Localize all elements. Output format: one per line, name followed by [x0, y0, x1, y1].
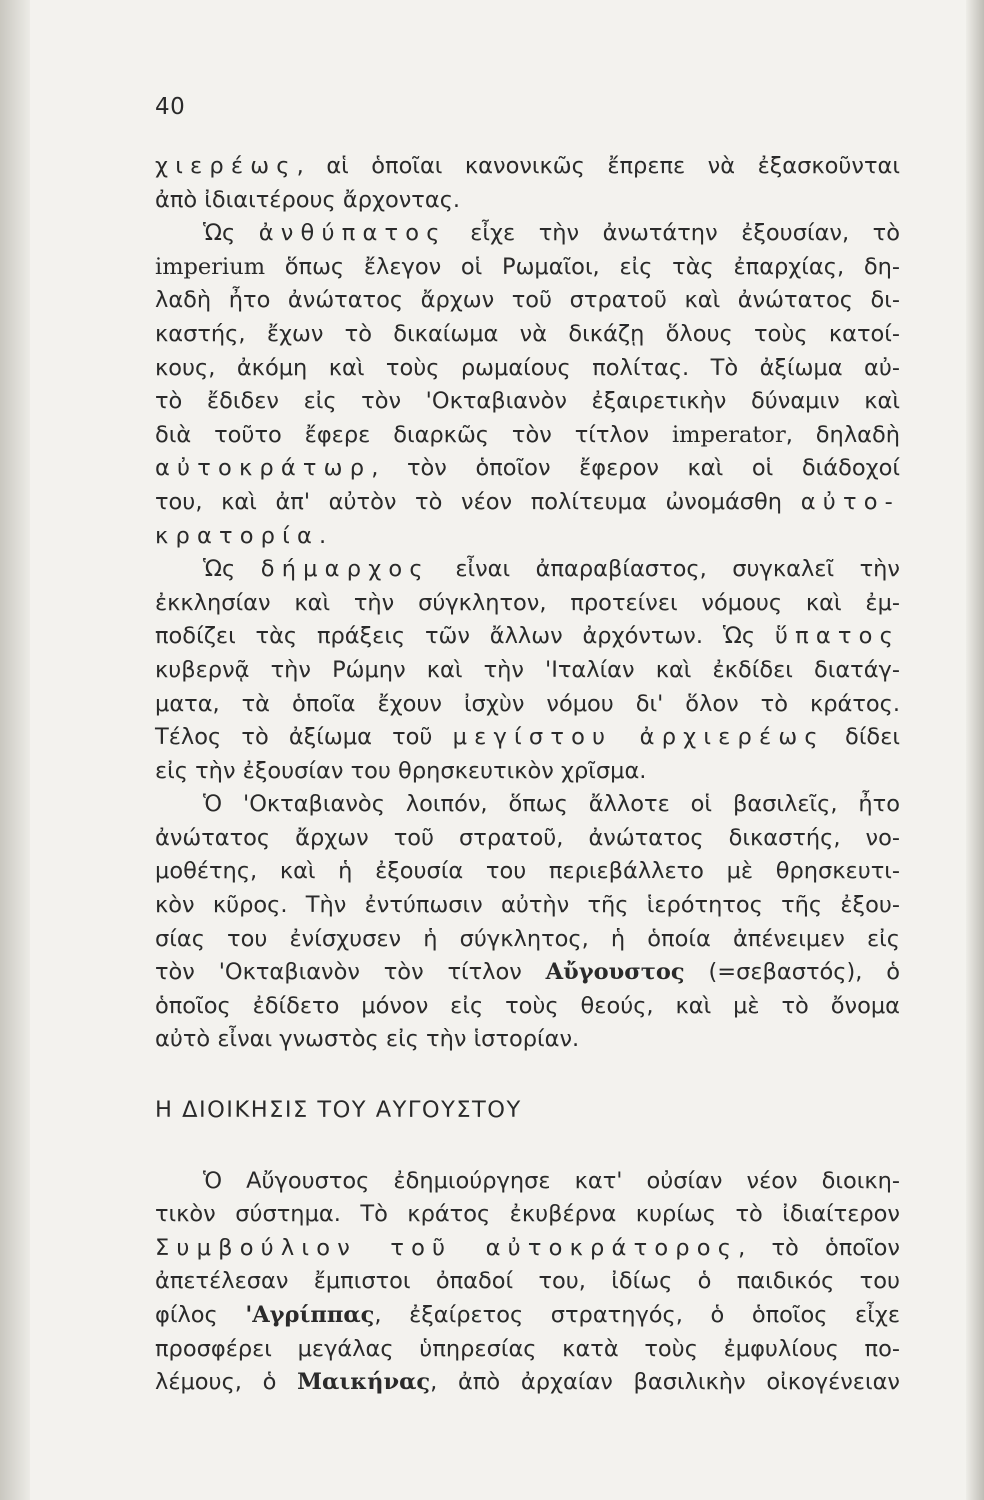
- text-segment: ἀπετέλεσαν ἔμπιστοι ὀπαδοί του, ἰδίως ὁ παιδικός του: [155, 1268, 900, 1295]
- text-segment: , ἐξαίρετος στρατηγός, ὁ ὁποῖος εἶχε: [374, 1302, 900, 1328]
- text-line: [155, 318, 900, 352]
- spaced-term: κρατορία: [155, 522, 320, 549]
- spaced-term: Συμβούλιον τοῦ αὐτοκράτορος: [155, 1234, 739, 1261]
- text-line: [155, 1023, 900, 1057]
- text-line: [155, 721, 900, 755]
- text-line: [155, 855, 900, 889]
- text-line: [155, 284, 900, 318]
- text-line: [155, 620, 900, 654]
- scan-left-edge: [0, 0, 30, 1500]
- spaced-term: χιερέως: [155, 153, 297, 179]
- text-segment: κους, ἀκόμη καὶ τοὺς ρωμαίους πολίτας. Τὸ ἀξίωμα αὐ-: [155, 354, 900, 381]
- bold-name: 'Αγρίππας: [245, 1302, 375, 1328]
- text-line: [155, 452, 900, 486]
- text-segment: κυβερνᾷ τὴν Ρώμην καὶ τὴν 'Ιταλίαν καὶ ἐκδίδει διατάγ-: [155, 656, 900, 683]
- text-segment: σίας του ἐνίσχυσεν ἡ σύγκλητος, ἡ ὁποία ἀπένειμεν εἰς: [155, 925, 900, 952]
- text-segment: φίλος: [155, 1302, 246, 1328]
- text-line: [155, 688, 900, 722]
- text-line: [155, 150, 900, 184]
- text-segment: ἀπὸ ἰδιαιτέρους ἄρχοντας.: [155, 186, 461, 213]
- text-line: [155, 1232, 900, 1266]
- bold-name: Μαικήνας: [297, 1369, 431, 1396]
- text-segment: ματα, τὰ ὁποῖα ἔχουν ἰσχὺν νόμου δι' ὅλον τὸ κράτος.: [155, 690, 900, 717]
- text-line: [155, 1198, 900, 1232]
- spaced-term: αὐτο-: [800, 488, 900, 515]
- text-line: [155, 990, 900, 1024]
- text-segment: Ὡς: [203, 220, 259, 247]
- text-segment: Ὡς: [203, 556, 261, 583]
- text-segment: ἀνώτατος ἄρχων τοῦ στρατοῦ, ἀνώτατος δικαστής, νο-: [155, 824, 900, 851]
- text-line: [155, 956, 900, 990]
- text-segment: ἐκκλησίαν καὶ τὴν σύγκλητον, προτείνει νόμους καὶ ἐμ-: [155, 589, 900, 616]
- text-segment: .: [319, 522, 327, 549]
- section-heading: [155, 1094, 900, 1128]
- text-line: [155, 654, 900, 688]
- text-segment: τὸ ἔδιδεν εἰς τὸν 'Οκταβιανὸν ἐξαιρετικὴν δύναμιν καὶ: [155, 388, 900, 415]
- text-line: [155, 520, 900, 554]
- text-line: [155, 1299, 900, 1333]
- spaced-term: δήμαρχος: [260, 556, 430, 583]
- spaced-term: ὕπατος: [774, 623, 900, 650]
- text-line: [155, 1165, 900, 1199]
- bold-name: Αὔγουστος: [545, 959, 685, 986]
- text-segment: προσφέρει μεγάλας ὑπηρεσίας κατὰ τοὺς ἐμφυλίους πο-: [155, 1335, 900, 1362]
- text-segment: imperium: [155, 253, 266, 280]
- text-line: [155, 889, 900, 923]
- text-segment: λέμους, ὁ: [155, 1369, 298, 1396]
- text-segment: μοθέτης, καὶ ἡ ἐξουσία του περιεβάλλετο μὲ θρησκευτι-: [155, 858, 900, 885]
- text-segment: , δηλαδὴ: [785, 421, 900, 448]
- text-segment: λαδὴ ἦτο ἀνώτατος ἄρχων τοῦ στρατοῦ καὶ ἀνώτατος δι-: [155, 287, 900, 314]
- scan-right-edge: [966, 0, 984, 1500]
- spaced-term: αὐτοκράτωρ: [155, 455, 372, 482]
- text-line: [155, 385, 900, 419]
- text-segment: Ὁ 'Οκταβιανὸς λοιπόν, ὅπως ἄλλοτε οἱ βασιλεῖς, ἦτο: [203, 791, 900, 818]
- text-segment: Η ΔΙΟΙΚΗΣΙΣ ΤΟΥ ΑΥΓΟΥΣΤΟΥ: [155, 1097, 522, 1124]
- text-line: [155, 184, 900, 218]
- text-line: [155, 1333, 900, 1367]
- spaced-term: ἀνθύπατος: [258, 220, 447, 247]
- page-number: 40: [155, 94, 186, 120]
- text-segment: , ἀπὸ ἀρχαίαν βασιλικὴν οἰκογένειαν: [430, 1369, 900, 1396]
- text-line: [155, 923, 900, 957]
- text-segment: του, καὶ ἀπ' αὐτὸν τὸ νέον πολίτευμα ὠνομάσθη: [155, 488, 801, 515]
- text-segment: (=σεβαστός), ὁ: [684, 959, 901, 986]
- text-segment: ὅπως ἔλεγον οἱ Ρωμαῖοι, εἰς τὰς ἐπαρχίας, δη-: [265, 253, 900, 280]
- text-line: [155, 486, 900, 520]
- text-line: [155, 553, 900, 587]
- text-line: [155, 1366, 900, 1400]
- text-line: [155, 217, 900, 251]
- text-segment: δίδει: [824, 724, 900, 751]
- text-segment: αὐτὸ εἶναι γνωστὸς εἰς τὴν ἱστορίαν.: [155, 1026, 580, 1053]
- text-segment: , τὸν ὁποῖον ἔφερον καὶ οἱ διάδοχοί: [371, 455, 900, 482]
- text-line: [155, 755, 900, 789]
- text-line: [155, 251, 900, 285]
- text-segment: εἰς τὴν ἐξουσίαν του θρησκευτικὸν χρῖσμα.: [155, 757, 647, 784]
- text-line: [155, 352, 900, 386]
- text-line: [155, 1265, 900, 1299]
- text-line: [155, 822, 900, 856]
- body-text: [155, 150, 900, 1400]
- spacer: [155, 1128, 900, 1165]
- text-segment: , τὸ ὁποῖον: [738, 1234, 900, 1261]
- text-line: [155, 788, 900, 822]
- text-segment: ποδίζει τὰς πράξεις τῶν ἄλλων ἀρχόντων. Ὡς: [155, 623, 775, 650]
- text-segment: καστής, ἔχων τὸ δικαίωμα νὰ δικάζῃ ὅλους τοὺς κατοί-: [155, 320, 900, 347]
- text-segment: εἶχε τὴν ἀνωτάτην ἐξουσίαν, τὸ: [446, 220, 900, 247]
- text-segment: Τέλος τὸ ἀξίωμα τοῦ: [155, 724, 453, 751]
- text-segment: Ὁ Αὔγουστος ἐδημιούργησε κατ' οὐσίαν νέον διοικη-: [203, 1167, 900, 1194]
- text-segment: imperator: [671, 421, 786, 448]
- text-segment: , αἱ ὁποῖαι κανονικῶς ἔπρεπε νὰ ἐξασκοῦνται: [296, 153, 900, 179]
- text-segment: κὸν κῦρος. Τὴν ἐντύπωσιν αὐτὴν τῆς ἱερότητος τῆς ἐξου-: [155, 892, 900, 919]
- text-line: [155, 587, 900, 621]
- text-segment: εἶναι ἀπαραβίαστος, συγκαλεῖ τὴν: [429, 556, 900, 583]
- spacer: [155, 1057, 900, 1094]
- text-segment: τὸν 'Οκταβιανὸν τὸν τίτλον: [155, 959, 546, 986]
- text-segment: διὰ τοῦτο ἔφερε διαρκῶς τὸν τίτλον: [155, 421, 672, 448]
- text-segment: ὁποῖος ἐδίδετο μόνον εἰς τοὺς θεούς, καὶ μὲ τὸ ὄνομα: [155, 992, 900, 1019]
- spaced-term: μεγίστου ἀρχιερέως: [452, 724, 825, 751]
- text-line: [155, 419, 900, 453]
- text-segment: τικὸν σύστημα. Τὸ κράτος ἐκυβέρνα κυρίως τὸ ἰδιαίτερον: [155, 1201, 900, 1228]
